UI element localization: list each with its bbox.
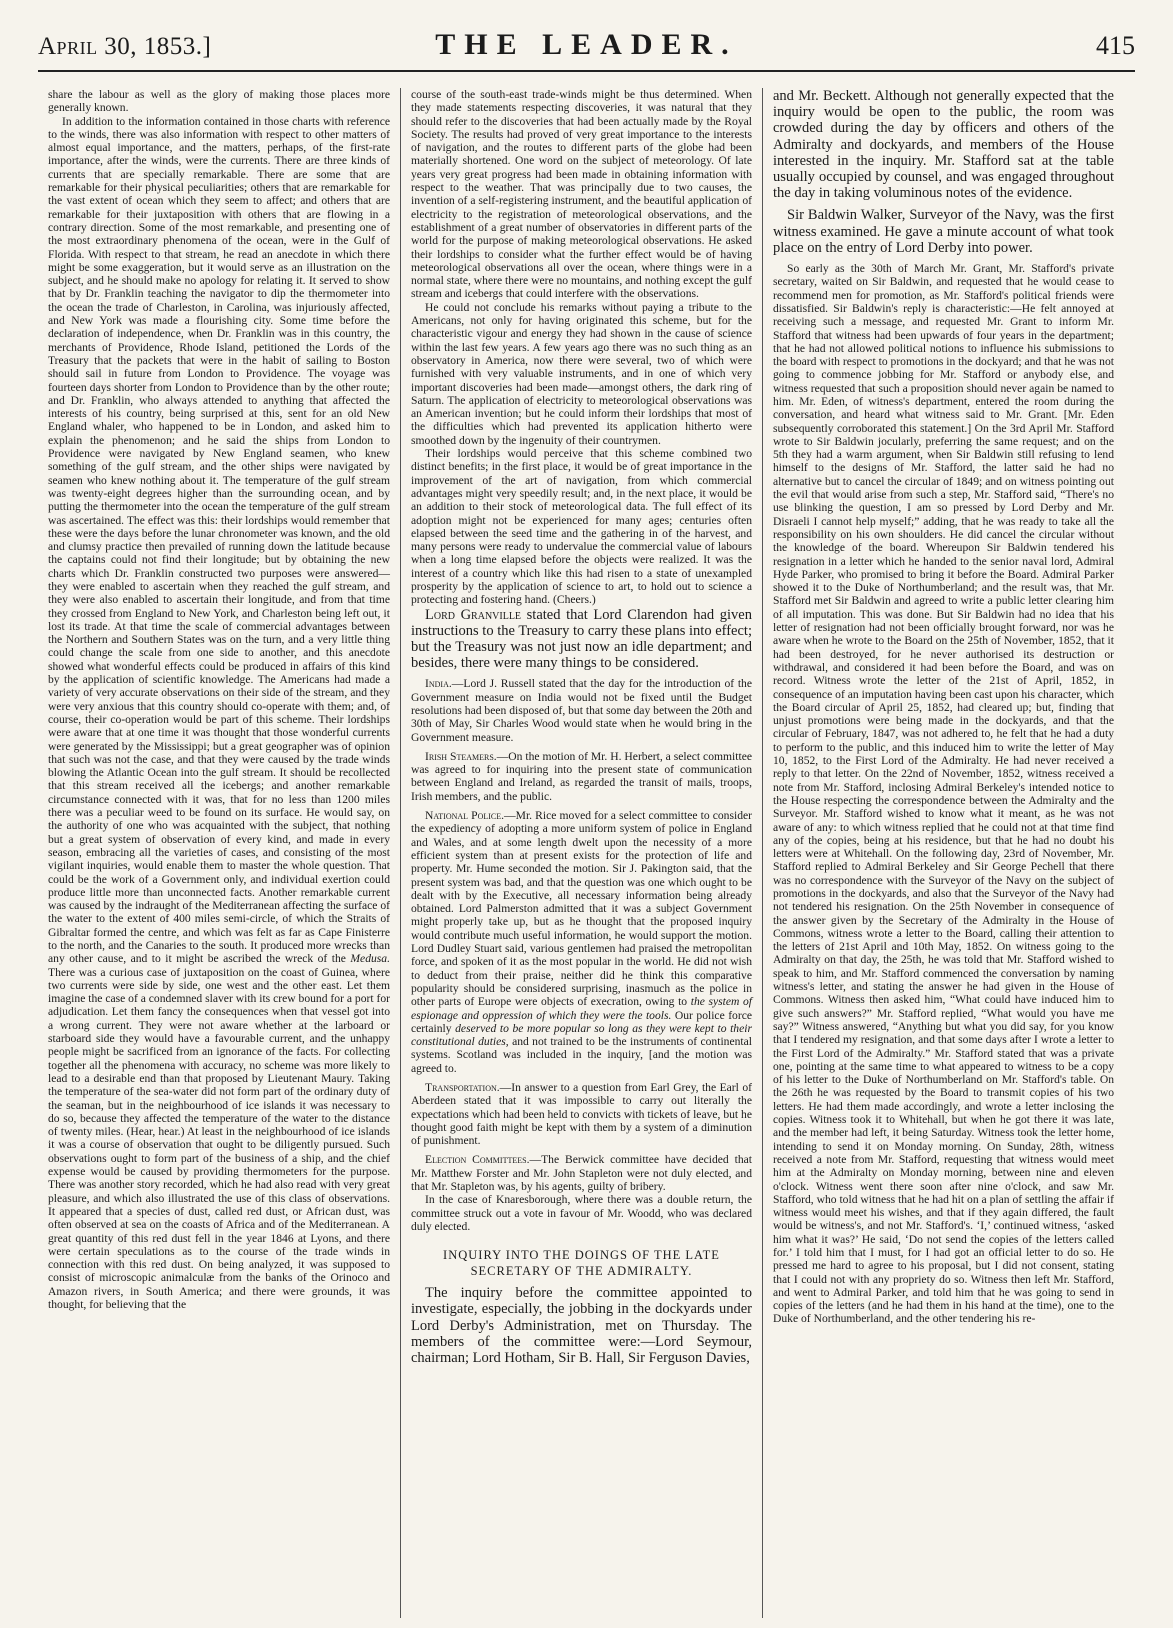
masthead (38, 28, 1135, 72)
paragraph-text: —Mr. Rice moved for a select committee to consider the expediency of adopting a more uniform system of police in England and Wales, and at some length dwelt upon the necessity of a more efficient system than at present exists for the protection of life and property. Mr. Hume seconded the motion. Sir J. Pakington said, that the present system was bad, and that the question was one which ought to be dealt with by the Executive, all necessary information being already obtained. Lord Palmerston admitted that it was a subject Government might properly take up, but as he thought that the proposed inquiry would contribute much useful information, he would support the motion. Lord Dudley Stuart said, various gentlemen had praised the metropolitan force, and spoken of it as the most popular in the world. He did not wish to deduct from their praise, neither did he think this comparative popularity should be considered surprising, inasmuch as the police in other parts of Europe were objects of execration, owing to (411, 809, 752, 1009)
paragraph-text: and not trained to be the instruments of continental systems. Scotland was included in the inquiry, [and the motion was agreed to. (411, 1035, 753, 1075)
section-subhead: National Police. (425, 809, 505, 823)
paragraph (411, 1081, 752, 1147)
paragraph-text: —In answer to a question from Earl Grey, the Earl of Aberdeen stated that it was impossible to carry out literally the expectations which had been held to convicts with tickets of leave, but he thought good faith might be kept with them by a system of a diminution of punishment. (411, 1081, 752, 1148)
paragraph: Sir Baldwin Walker, Surveyor of the Navy, was the first witness examined. He gave a minute account of what took place on the entry of Lord Derby into power. (773, 207, 1114, 256)
paragraph-text: —On the motion of Mr. H. Herbert, a select committee was agreed to for inquiring into the present state of communication between England and Ireland, as regarded the transit of mails, troops, Irish members, and the public. (411, 749, 752, 803)
italic-text: the system of espionage and oppression of which they were the tools. (411, 995, 753, 1022)
paragraph-text: —The Berwick committee have decided that Mr. Matthew Forster and Mr. John Stapleton were not duly elected, and that Mr. Stapleton was, by his agents, guilty of bribery. (411, 1153, 752, 1194)
paragraph: The inquiry before the committee appointed to investigate, especially, the jobbing in the dockyards under Lord Derby's Administration, met on Thursday. The members of the committee were:—Lord Seymour, chairman; Lord Hotham, Sir B. Hall, Sir Ferguson Davies, (411, 1285, 752, 1367)
article-heading: INQUIRY INTO THE DOINGS OF THE LATE SECRETARY OF THE ADMIRALTY. (443, 1248, 720, 1279)
paragraph: share the labour as well as the glory of making those places more generally known. (48, 88, 390, 115)
newspaper-title: THE LEADER. (435, 28, 738, 61)
section-subhead: India. (425, 677, 452, 691)
paragraph (411, 809, 752, 1075)
column-3 (762, 88, 1124, 1618)
paragraph (48, 115, 390, 1312)
paragraph: and Mr. Beckett. Although not generally expected that the inquiry would be open to the public, the room was crowded during the day by officers and others of the Admiralty and dockyards, and members of the House interested in the inquiry. Mr. Stafford sat at the table usually occupied by counsel, and was engaged throughout the day in taking voluminous notes of the evidence. (773, 88, 1114, 202)
paragraph: Their lordships would perceive that this scheme combined two distinct benefits; in the first place, it would be of great importance in the improvement of the art of navigation, from which commercial advantages might very speedily result; and, in the next place, it would be an addition to their stock of meteorological data. The full effect of its adoption might not be experienced for many ages; centuries often elapsed between the seed time and the gathering in of the harvest, and many persons were ready to undervalue the commercial value of labours when a long time elapsed before the objects were realized. It was the interest of a country which like this had risen to a state of unexampled prosperity by the application of science to art, to hold out to science a protecting and fostering hand. (Cheers.) (411, 447, 752, 607)
paragraph: course of the south-east trade-winds might be thus determined. When they made statements respecting discoveries, it was natural that they should refer to the discoveries that had been actually made by the Royal Society. The results had proved of very great importance to the interests of navigation, and the routes to different parts of the globe had been materially shortened. One word on the subject of meteorology. Of late years very great progress had been made in obtaining information with respect to the weather. That was principally due to two causes, the invention of a self-registering instrument, and the beautiful application of electricity to the registration of meteorological observations, and the establishment of a great number of observatories in different parts of the world for the purpose of making meteorological observations. He asked their lordships to consider what the further effect would be of having meteorological observations all over the ocean, where things were in a normal state, where there were no mountains, and nothing except the gulf stream and icebergs that could interfere with the observations. (411, 88, 752, 301)
issue-date: April 30, 1853.] (38, 33, 212, 60)
paragraph: In the case of Knaresborough, where there was a double return, the committee struck out a vote in favour of Mr. Woodd, who was declared duly elected. (411, 1193, 752, 1233)
ship-name: Medusa. (350, 952, 390, 966)
column-2 (400, 88, 762, 1618)
section-subhead: Irish Steamers. (425, 749, 497, 763)
paragraph: So early as the 30th of March Mr. Grant, Mr. Stafford's private secretary, waited on Sir Baldwin, and requested that he would cease to recommend men for promotion, as Mr. Stafford's political friends were dissatisfied. Sir Baldwin's reply is characteristic:—He felt annoyed at receiving such a message, and requested Mr. Grant to inform Mr. Stafford that witness had been upwards of four years in the department; that he had not allowed political notions to influence his submissions to the board with respect to promotions in the dockyard; and that he was not going to commence jobbing for Mr. Stafford or anybody else, and witness requested that such a proposition should never again be named to him. Mr. Eden, of witness's department, entered the room during the conversation, and heard what witness said to Mr. Grant. [Mr. Eden subsequently corroborated this statement.] On the 3rd April Mr. Stafford wrote to Sir Baldwin jocularly, preferring the same request; and on the 5th they had a warm argument, when Sir Baldwin still refusing to lend himself to the designs of Mr. Stafford, the latter said he had no alternative but to cancel the circular of 1849; and on witness pointing out the evil that would arise from such a step, Mr. Stafford said, “There's no use blinking the question, I am so pressed by Lord Derby and Mr. Disraeli I cannot help myself;” adding, that he was ready to take all the responsibility on his own shoulders. He did cancel the circular without the knowledge of the board. Whereupon Sir Baldwin tendered his resignation in a letter which he handed to the senior naval lord, Admiral Hyde Parker, who promised to bring it before the Board. Admiral Parker showed it to the Duke of Northumberland; and the result was, that Mr. Stafford met Sir Baldwin and agreed to write a public letter clearing him of all imputation. This was done. But Sir Baldwin had no idea that his letter of resignation had not been officially brought forward, nor was he aware when he wrote to the Board on the 25th of November, 1852, that it had been destroyed, for he never authorised its destruction or withdrawal, and considered it had been before the Board, and was on record. Witness wrote the letter of the 21st of April, 1852, in consequence of an imputation having been cast upon his character, which the Board circular of April 25, 1852, had cleared up; but, finding that unjust promotions were being made in the dockyards, and that the circular of February, 1847, was not adhered to, he felt that he had a duty to perform to the public, and this induced him to write the letter of May 10, 1852, to the First Lord of the Admiralty. He had never received a reply to that letter. On the 22nd of November, 1852, witness received a note from Mr. Stafford, inclosing Admiral Berkeley's intended notice to the House respecting the correspondence between the Admiralty and the Surveyor. Mr. Stafford wished to know what it meant, as he was not aware of any: to which witness replied that he could not at that time find any of the copies, being at his residence, but that he had no doubt his letters were at Whitehall. On the following day, 23rd of November, Mr. Stafford replied to Admiral Berkeley and Sir George Pechell that there was no correspondence with the Surveyor of the Navy on the subject of promotions in the dockyards, and also that the Surveyor of the Navy had not tendered his resignation. On the 25th November in consequence of the answer given by the Secretary of the Admiralty in the House of Commons, witness wrote a letter to the Board, calling their attention to the letters of 21st April and 10th May, 1852. On witness going to the Admiralty on that day, the 25th, he was told that Mr. Stafford wished to speak to him, and Mr. Stafford commenced the conversation by naming witness's letter, and stating the answer he had given in the House of Commons. Witness then asked him, “What could have induced him to give such answers?” Mr. Stafford replied, “What would you have me say?” Witness answered, “Anything but what you did say, for you know that I tendered my resignation, and that some days after I wrote a letter to the First Lord of the Admiralty.” Mr. Stafford stated that was a private one, pointing at the same time to what appeared to witness to be a copy of his letter to the Duke of Northumberland on Mr. Stafford's table. On the 26th he was requested by the Board to transmit copies of his two letters. He had them made accordingly, and wrote a letter inclosing the copies. Witness took it to Whitehall, but when he got there it was late, and the member had left, it being Saturday. Witness took the letter home, intending to send it on Monday morning. On Sunday, 28th, witness received a note from Mr. Stafford, requesting that witness would meet him at the Admiralty on Monday morning, between nine and eleven o'clock. Witness went there soon after nine o'clock, and saw Mr. Stafford, who told witness that he had hit on a plan of settling the affair if witness would meet his wishes, and that if they again differed, the fault would be witness's, and not Mr. Stafford's. ‘I,’ continued witness, ‘asked him what it was?’ He said, ‘Do not send the copies of the letters called for.’ I told him that I must, for I had got an official letter to do so. He pressed me hard to agree to his proposal, but I did not consent, stating that I could not with any propriety do so. Witness then left Mr. Stafford, and went to Admiral Parker, and told him that he was going to send in copies of the letters (and he had them in his hand at the time), one to the Duke of Northumberland, and the other tendering his re- (773, 262, 1114, 1326)
section-subhead: Transportation. (425, 1081, 500, 1094)
speaker-name: Lord Granville (425, 606, 522, 623)
paragraph (411, 1153, 752, 1193)
column-1 (38, 88, 400, 1618)
paragraph: He could not conclude his remarks without paying a tribute to the Americans, not only for having originated this scheme, but for the characteristic vigour and energy they had shown in the cause of science within the last few years. A few years ago there was no such thing as an observatory in America, now there were several, two of which were furnished with very valuable instruments, and in one of which very important discoveries had been made—amongst others, the dark ring of Saturn. The application of electricity to meteorological observations was an American invention; but he could inform their lordships that most of the difficulties which had prevented its application hitherto were smoothed down by the ingenuity of their countrymen. (411, 300, 752, 447)
section-subhead: Election Committees. (425, 1153, 530, 1167)
paragraph-text: In addition to the information contained in those charts with reference to the winds, there was also information with respect to other matters of almost equal importance, and the matters, perhaps, of the first-rate importance, after the winds, were the currents. There are three kinds of currents that are specially remarkable. There are some that are remarkable for their physical peculiarities; others that are remarkable for the vast extent of ocean which they seem to affect; and others that are remarkable for their juxtaposition with others that are flowing in a contrary direction. Some of the most remarkable, and presenting one of the most extraordinary phenomena of the ocean, were in the Gulf of Florida. With respect to that stream, he read an anecdote in which there might be some exaggeration, but it would serve as an illustration on the subject, and he should make no apology for relating it. It served to show that by Dr. Franklin teaching the navigator to dip the thermometer into the ocean the trade of Charleston, in Carolina, was injuriously affected, and New York was made a flourishing city. Some time before the declaration of independence, when Dr. Franklin was in this country, the merchants of Providence, Rhode Island, petitioned the Lords of the Treasury that the packets that were in the habit of sailing to Boston should sail in future from London to Providence. The voyage was fourteen days shorter from London to Providence than by the other route; and Dr. Franklin, who always attended to anything that affected the interests of his country, being surprised at this, sent for an old New England whaler, who happened to be in London, and asked him to explain the phenomenon; and he said the ships from London to Providence were navigated by New England seamen, who knew something of the gulf stream, and the other ships were navigated by seamen who knew nothing about it. The temperature of the gulf stream was twenty-eight degrees higher than the surrounding ocean, and by putting the thermometer into the ocean the temperature of the gulf stream was ascertained. The effect was this: their lordships would remember that these were the days before the lunar chronometer was known, and the old and clumsy practice then prevailed of running down the latitude because the captains could not find their longitude; but by obtaining the new charts which Dr. Franklin constructed two purposes were answered—they were enabled to ascertain when they reached the gulf stream, and they were also enabled to ascertain their longitude, and from that time they crossed from England to New York, and Charleston being left out, it lost its trade. At that time the scale of commercial advantages between the Northern and Southern States was on the turn, and a very little thing could change the scale from one side to another, and this anecdote showed what wonderful effects could be produced in affairs of this kind by the application of scientific knowledge. The Americans had made a variety of very accurate observations on their side of the stream, and they were very anxious that this country should co-operate with them; and, of course, their co-operation would be part of this scheme. Their lordships were aware that at one time it was thought that those wonderful currents were generated by the Mississippi; but a great geographer was of opinion that such was not the case, and that they were caused by the trade winds blowing the Atlantic Ocean into the gulf stream. It should be recollected that this stream received all the icebergs; and another remarkable circumstance connected with it was, that for no less than 1200 miles there was a peculiar weed to be found on its surface. He would say, on the authority of one who was acquainted with the subject, that nothing but a great system of observation of every kind, and made in every season, embracing all the varieties of cases, and consisting of the most vigilant inquiries, would enable them to master the whole question. That could be the work of a Government only, and individual exertion could produce little more than unconnected facts. Another remarkable current was caused by the indraught of the Mediterranean affecting the surface of the water to the extent of 400 miles semi-circle, of which the Straits of Gibraltar formed the centre, and which was felt as far as Cape Finisterre to the north, and the Canaries to the south. It produced more wrecks than any other cause, and to it might be ascribed the wreck of the (48, 114, 390, 966)
paragraph-text: —Lord J. Russell stated that the day for the introduction of the Government measure on India would not be fixed until the Budget resolutions had been disposed of, but that some day between the 20th and 30th of May, Sir Charles Wood would state when he would bring in the Government measure. (411, 677, 752, 744)
paragraph-text: There was a curious case of juxtaposition on the coast of Guinea, where two currents were side by side, one west and the other east. Let them imagine the case of a condemned slaver with its crew bound for a port for adjudication. Let them fancy the consequences when that vessel got into a wrong current. They were not aware whether at the larboard or starboard side they would have a favourable current, and the unhappy people might be sacrificed from an ignorance of the facts. For collecting together all the phenomena with accuracy, no scheme was more likely to lead to a desirable end than that proposed by Lieutenant Maury. Taking the temperature of the sea-water did not form part of the ordinary duty of the seaman, but in the neighbourhood of ice islands it was necessary to do so, because they affected the temperature of the water to the distance of twenty miles. (Hear, hear.) At least in the neighbourhood of ice islands it was a course of observation that ought to be diligently pursued. Such observations ought to form part of the business of a ship, and the chief expense would be caused by providing thermometers for the purpose. There was another story recorded, which he had also read with very great pleasure, and which also illustrated the use of this class of observations. It appeared that a species of dust, called red dust, or African dust, was often observed at sea on the coasts of Africa and of the Mediterranean. A great quantity of this red dust fell in the year 1846 at Lyons, and there were certain speculations as to the course of the trade winds in connection with this red dust. On being analyzed, it was supposed to consist of microscopic animalculæ from the banks of the Orinoco and Amazon rivers, in South America; and there were grounds, it was thought, for believing that the (48, 965, 390, 1312)
page-number: 415 (1096, 31, 1135, 60)
paragraph (411, 677, 752, 743)
italic-text: deserved to be more popular so long as they were kept to their constitutional duties, (411, 1021, 752, 1049)
article-columns (38, 88, 1135, 1618)
paragraph-text: stated that Lord Clarendon had given instructions to the Treasury to carry these plans into effect; but the Treasury was not just now an idle department; and besides, there were many things to be considered. (411, 606, 752, 672)
paragraph-text: Our police force certainly (411, 1008, 753, 1035)
paragraph (411, 750, 752, 803)
paragraph (411, 607, 752, 672)
